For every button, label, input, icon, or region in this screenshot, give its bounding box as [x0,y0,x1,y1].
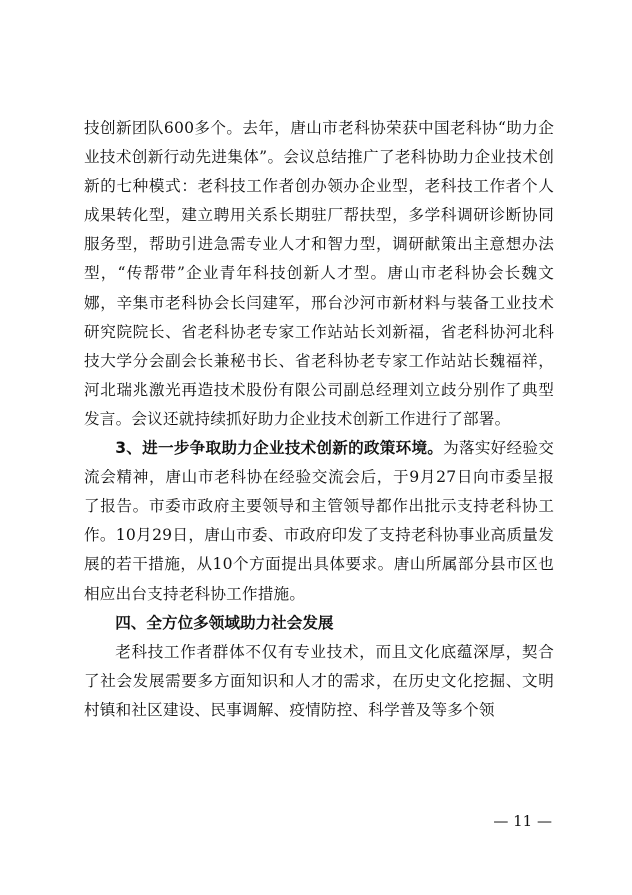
document-body [84,114,554,725]
paragraph-2-lead: 3、进一步争取助力企业技术创新的政策环境。 [115,439,444,458]
paragraph-1: 技创新团队600多个。去年，唐山市老科协荣获中国老科协“助力企业技术创新行动先进集体”。会议总结推广了老科协助力企业技术创新的七种模式：老科技工作者创办领办企业型，老科技工作者个人成果转化型，建立聘用关系长期驻厂帮扶型，多学科调研诊断协同服务型，帮助引进急需专业人才和智力型，调研献策出主意想办法型，“传帮带”企业青年科技创新人才型。唐山市老科协会长魏文娜，辛集市老科协会长闫建军，邢台沙河市新材料与装备工业技术研究院院长、省老科协老专家工作站站长刘新福，省老科协河北科技大学分会副会长兼秘书长、省老科协老专家工作站站长魏福祥，河北瑞兆激光再造技术股份有限公司副总经理刘立歧分别作了典型发言。会议还就持续抓好助力企业技术创新工作进行了部署。 [84,119,554,428]
page-number-footer [0,812,632,830]
page-number: — 11 — [493,812,552,830]
paragraph-2 [84,434,554,609]
paragraph-2-body: 为落实好经验交流会精神，唐山市老科协在经验交流会后，于9月27日向市委呈报了报告。市委市政府主要领导和主管领导都作出批示支持老科协工作。10月29日，唐山市委、市政府印发了支持老科协事业高质量发展的若干措施，从10个方面提出具体要求。唐山所属部分县市区也相应出台支持老科协工作措施。 [84,439,554,603]
paragraph-3: 老科技工作者群体不仅有专业技术，而且文化底蕴深厚，契合了社会发展需要多方面知识和人才的需求，在历史文化挖掘、文明村镇和社区建设、民事调解、疫情防控、科学普及等多个领 [84,642,554,719]
section-heading-4: 四、全方位多领域助力社会发展 [115,613,334,632]
